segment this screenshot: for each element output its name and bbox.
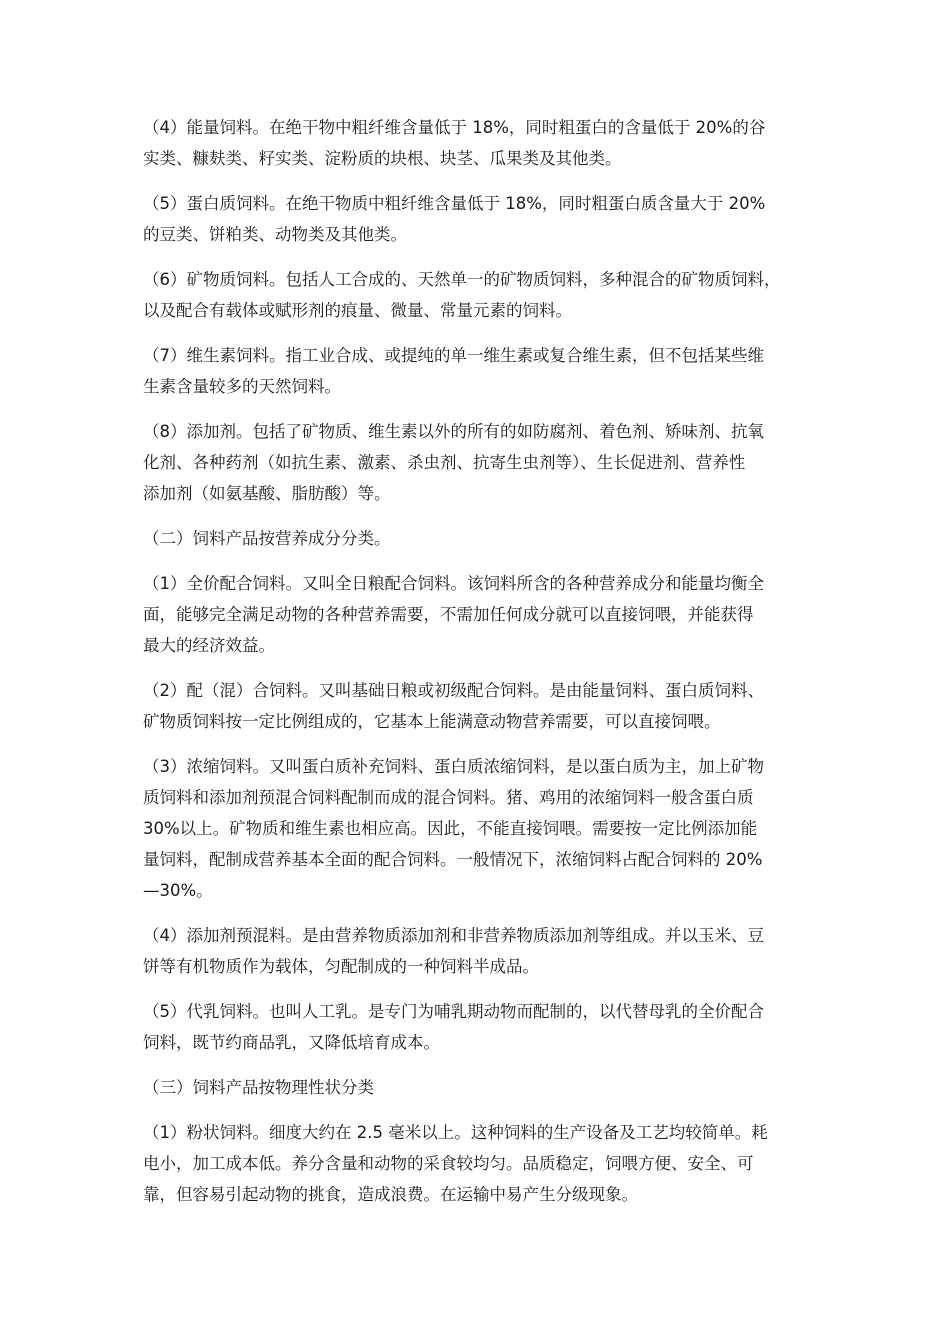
paragraph-mixed-feed	[143, 675, 823, 737]
text-line: （1）粉状饲料。细度大约在 2.5 毫米以上。这种饲料的生产设备及工艺均较简单。耗	[143, 1123, 768, 1142]
text-line: （3）浓缩饲料。又叫蛋白质补充饲料、蛋白质浓缩饲料，是以蛋白质为主，加上矿物	[143, 757, 764, 776]
paragraph-protein-feed	[143, 188, 823, 250]
text-line: （1）全价配合饲料。又叫全日粮配合饲料。该饲料所含的各种营养成分和能量均衡全	[143, 574, 764, 593]
text-line: 添加剂（如氨基酸、脂肪酸）等。	[143, 484, 391, 503]
section-heading-physical	[143, 1072, 823, 1103]
text-line: 以及配合有载体或赋形剂的痕量、微量、常量元素的饲料。	[143, 301, 572, 320]
text-line: （7）维生素饲料。指工业合成、或提纯的单一维生素或复合维生素，但不包括某些维	[143, 346, 764, 365]
text-line: 生素含量较多的天然饲料。	[143, 377, 341, 396]
paragraph-powder-feed	[143, 1117, 823, 1210]
text-line: 质饲料和添加剂预混合饲料配制而成的混合饲料。猪、鸡用的浓缩饲料一般含蛋白质	[143, 788, 754, 807]
text-line: （2）配（混）合饲料。又叫基础日粮或初级配合饲料。是由能量饲料、蛋白质饲料、	[143, 681, 764, 700]
text-line: 电小，加工成本低。养分含量和动物的采食较均匀。品质稳定，饲喂方便、安全、可	[143, 1154, 754, 1173]
text-line: 的豆类、饼粕类、动物类及其他类。	[143, 225, 407, 244]
paragraph-complete-feed	[143, 568, 823, 661]
paragraph-mineral-feed	[143, 264, 823, 326]
paragraph-premix	[143, 920, 823, 982]
text-line: （二）饲料产品按营养成分分类。	[143, 529, 391, 548]
text-line: （8）添加剂。包括了矿物质、维生素以外的所有的如防腐剂、着色剂、矫味剂、抗氧	[143, 422, 764, 441]
section-heading-nutrition	[143, 523, 823, 554]
paragraph-additives	[143, 416, 823, 509]
text-line: （4）添加剂预混料。是由营养物质添加剂和非营养物质添加剂等组成。并以玉米、豆	[143, 926, 764, 945]
paragraph-vitamin-feed	[143, 340, 823, 402]
paragraph-energy-feed	[143, 112, 823, 174]
text-line: 面，能够完全满足动物的各种营养需要，不需加任何成分就可以直接饲喂，并能获得	[143, 605, 754, 624]
text-line: 最大的经济效益。	[143, 636, 275, 655]
text-line: 化剂、各种药剂（如抗生素、激素、杀虫剂、抗寄生虫剂等）、生长促进剂、营养性	[143, 453, 746, 472]
text-line: （三）饲料产品按物理性状分类	[143, 1078, 374, 1097]
text-line: 30%以上。矿物质和维生素也相应高。因此，不能直接饲喂。需要按一定比例添加能	[143, 819, 758, 838]
text-line: 饼等有机物质作为载体，匀配制成的一种饲料半成品。	[143, 957, 539, 976]
text-line: （5）蛋白质饲料。在绝干物质中粗纤维含量低于 18%，同时粗蛋白质含量大于 20%	[143, 194, 766, 213]
document-body	[143, 112, 823, 1224]
paragraph-milk-replacer	[143, 996, 823, 1058]
text-line: （4）能量饲料。在绝干物中粗纤维含量低于 18%，同时粗蛋白的含量低于 20%的谷	[143, 118, 766, 137]
text-line: （5）代乳饲料。也叫人工乳。是专门为哺乳期动物而配制的，以代替母乳的全价配合	[143, 1002, 764, 1021]
text-line: 饲料，既节约商品乳，又降低培育成本。	[143, 1033, 440, 1052]
text-line: 矿物质饲料按一定比例组成的，它基本上能满意动物营养需要，可以直接饲喂。	[143, 712, 721, 731]
text-line: 实类、糠麸类、籽实类、淀粉质的块根、块茎、瓜果类及其他类。	[143, 149, 622, 168]
paragraph-concentrate-feed	[143, 751, 823, 906]
text-line: （6）矿物质饲料。包括人工合成的、天然单一的矿物质饲料，多种混合的矿物质饲料，	[143, 270, 781, 289]
text-line: 靠，但容易引起动物的挑食，造成浪费。在运输中易产生分级现象。	[143, 1185, 638, 1204]
text-line: 量饲料，配制成营养基本全面的配合饲料。一般情况下，浓缩饲料占配合饲料的 20%	[143, 850, 763, 869]
text-line: —30%。	[143, 881, 213, 900]
